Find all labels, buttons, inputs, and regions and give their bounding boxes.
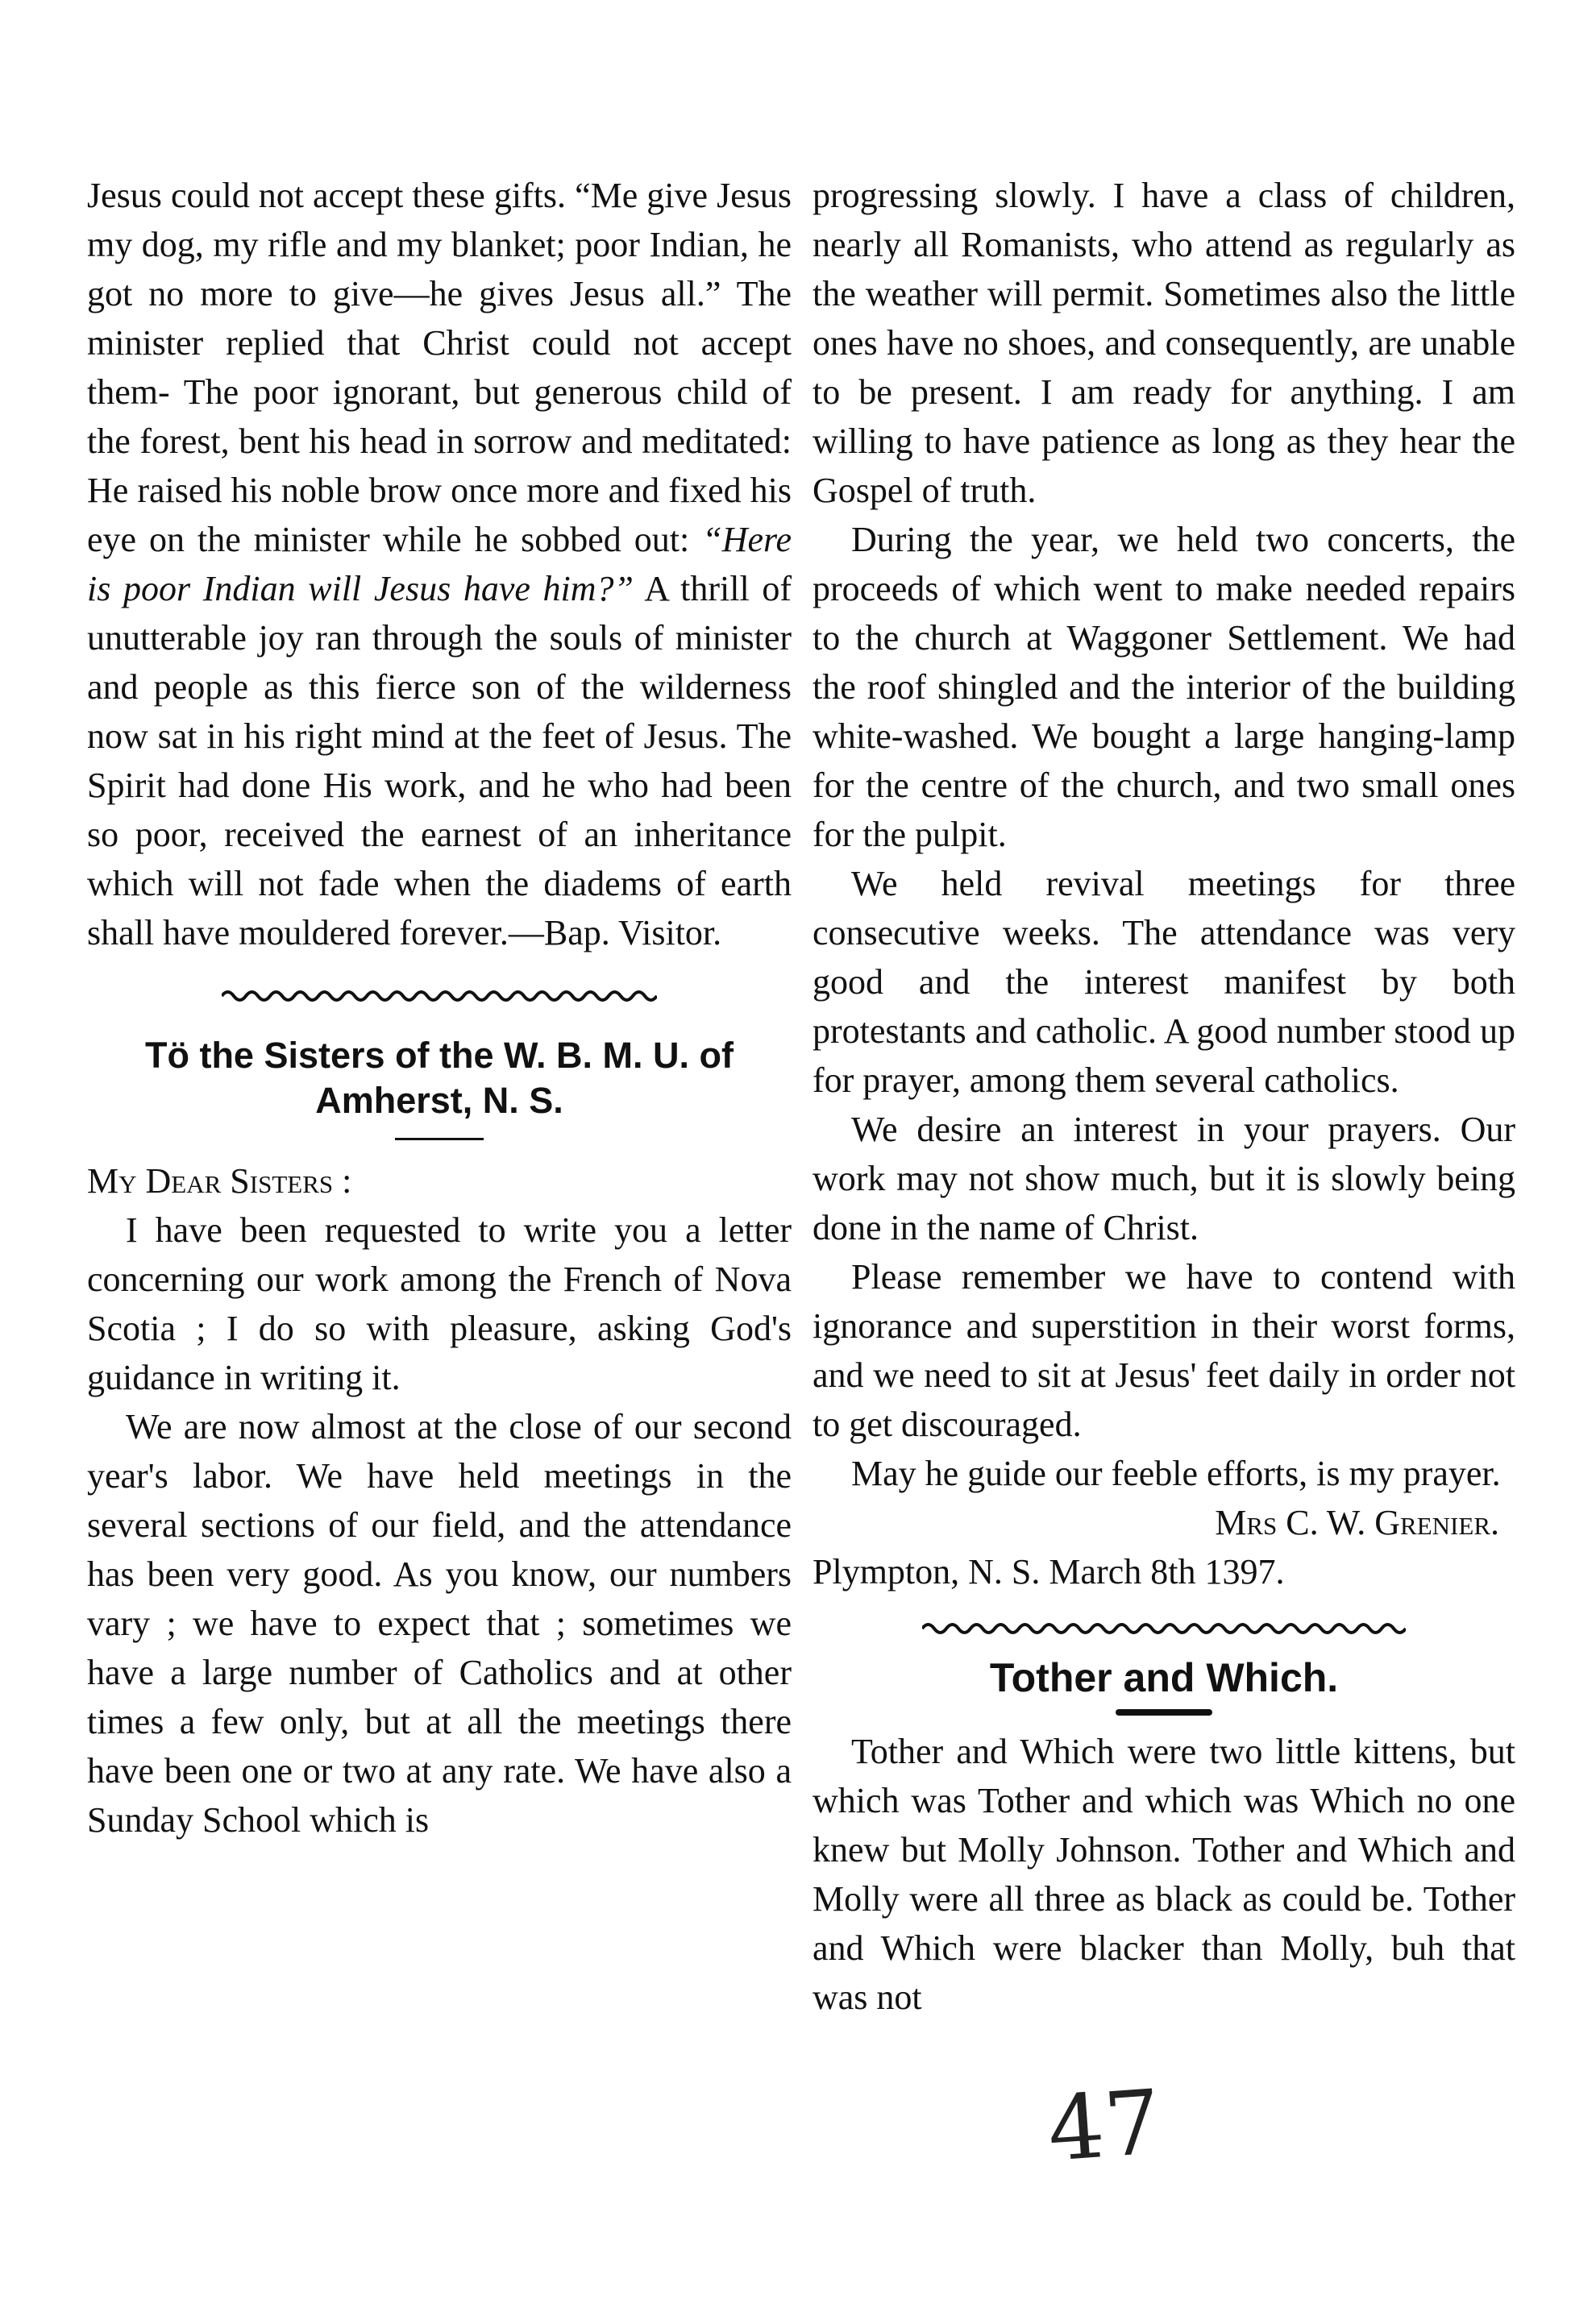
dateline: Plympton, N. S. March 8th 1397. bbox=[813, 1552, 1285, 1592]
signature: Mrs C. W. Grenier. bbox=[1215, 1503, 1499, 1542]
right-paragraph-5: Please remember we have to contend with ignorance and superstition in their worst forms, and we need to sit at Jesus' feet daily in order not to get discouraged. bbox=[813, 1257, 1515, 1444]
heading-rule bbox=[395, 1138, 484, 1140]
wavy-divider bbox=[222, 986, 657, 1006]
right-paragraph-4: We desire an interest in your prayers. Our work may not show much, but it is slowly being done in the name of Christ. bbox=[813, 1110, 1515, 1247]
left-paragraph-2: I have been requested to write you a letter concerning our work among the French of Nova Scotia ; I do so with pleasure, asking God's guidance in writing it. bbox=[87, 1210, 792, 1397]
right-paragraph-1: progressing slowly. I have a class of children, nearly all Romanists, who attend as regularly as the weather will permit. Sometimes also the little ones have no shoes, and consequently, are unable to be present. I am ready for anything. I am willing to have patience as long as they hear the Gospel of truth. bbox=[813, 176, 1515, 510]
right-paragraph-3: We held revival meetings for three consecutive weeks. The attendance was very good and the interest manifest by both protestants and catholic. A good number stood up for prayer, among them several catholics. bbox=[813, 864, 1515, 1100]
left-para1-text: Jesus could not accept these gifts. “Me give Jesus my dog, my rifle and my blanket; poor Indian, he got no more to give—he gives Jesus all.” The minister replied that Christ could not accept them- The poor ignorant, but generous child of the forest, bent his head in sorrow and meditated: He raised his noble brow once more and fixed his eye on the minister while he sobbed out: bbox=[87, 176, 792, 559]
wavy-divider-right bbox=[922, 1619, 1406, 1638]
right-column bbox=[813, 171, 1515, 2022]
heading-dash bbox=[1116, 1709, 1212, 1716]
right-paragraph-6: May he guide our feeble efforts, is my prayer. bbox=[851, 1454, 1501, 1493]
story-heading: Tother and Which. bbox=[989, 1655, 1339, 1700]
right-paragraph-2: During the year, we held two concerts, the proceeds of which went to make needed repairs to the church at Waggoner Settlement. We had the roof shingled and the interior of the building white-washed. We bought a large hanging-lamp for the centre of the church, and two small ones for the pulpit. bbox=[813, 520, 1515, 854]
indian-quote: “Here is poor Indian will Jesus have him?” bbox=[87, 520, 792, 608]
left-paragraph-3: We are now almost at the close of our second year's labor. We have held meetings in the several sections of our field, and the attendance has been very good. As you know, our numbers vary ; we have to expect that ; sometimes we have a large number of Catholics and at other times a few only, but at all the meetings there have been one or two at any rate. We have also a Sunday School which is bbox=[87, 1407, 792, 1840]
left-paragraph-1 bbox=[87, 171, 792, 957]
salutation: My Dear Sisters : bbox=[87, 1161, 352, 1201]
left-column bbox=[87, 171, 792, 1845]
page-number: 47 bbox=[1044, 2070, 1165, 2181]
left-para1-rest: A thrill of unutterable joy ran through the souls of minister and people as this fierce son of the wilderness now sat in his right mind at the feet of Jesus. The Spirit had done His work, and he who had been so poor, received the earnest of an inheritance which will not fade when the diadems of earth shall have mouldered forever.—Bap. Visitor. bbox=[87, 569, 792, 952]
right-paragraph-7: Tother and Which were two little kittens, but which was Tother and which was Which no one knew but Molly Johnson. Tother and Which and Molly were all three as black as could be. Tother and Which were blacker than Molly, buh that was not bbox=[813, 1732, 1515, 2017]
letter-heading: Tö the Sisters of the W. B. M. U. of Amherst, N. S. bbox=[144, 1035, 734, 1121]
